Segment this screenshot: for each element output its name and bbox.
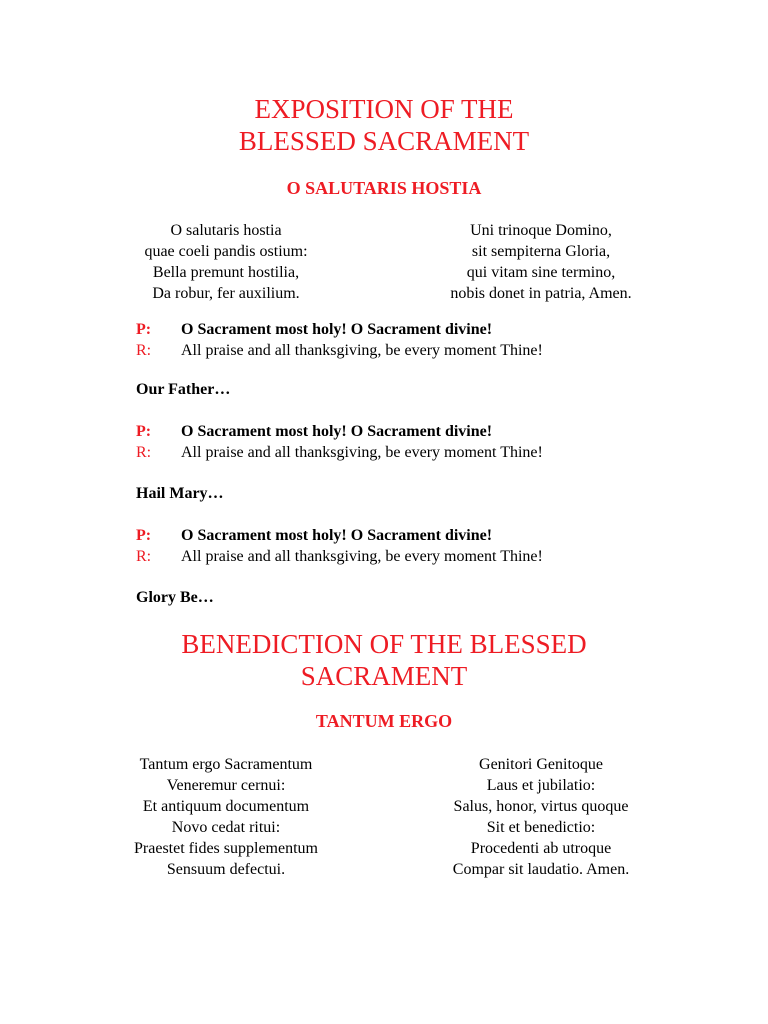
glory-be-prayer: Glory Be… bbox=[136, 589, 214, 606]
response-block-2 bbox=[136, 421, 543, 463]
tantum-ergo-left-verse bbox=[76, 754, 376, 880]
priest-marker: P: bbox=[136, 423, 152, 440]
o-salutaris-right-verse bbox=[391, 220, 691, 304]
response-text: All praise and all thanksgiving, be every moment Thine! bbox=[181, 444, 543, 461]
o-salutaris-heading: O SALUTARIS HOSTIA bbox=[286, 178, 482, 198]
verse-line: Sit et benedictio: bbox=[486, 819, 596, 836]
verse-line: sit sempiterna Gloria, bbox=[471, 243, 611, 260]
response-line bbox=[136, 442, 543, 463]
priest-line bbox=[136, 319, 543, 340]
priest-marker: P: bbox=[136, 321, 152, 338]
exposition-title-line2: BLESSED SACRAMENT bbox=[238, 126, 530, 156]
verse-line: Laus et jubilatio: bbox=[486, 777, 596, 794]
verse-line: Veneremur cernui: bbox=[166, 777, 286, 794]
verse-line: Uni trinoque Domino, bbox=[470, 222, 612, 239]
priest-line bbox=[136, 421, 543, 442]
verse-line: Tantum ergo Sacramentum bbox=[139, 756, 313, 773]
response-marker: R: bbox=[136, 342, 152, 359]
priest-marker: P: bbox=[136, 527, 152, 544]
response-block-3 bbox=[136, 525, 543, 567]
o-salutaris-left-verse bbox=[76, 220, 376, 304]
verse-line: O salutaris hostia bbox=[170, 222, 282, 239]
verse-line: nobis donet in patria, Amen. bbox=[450, 285, 632, 302]
response-text: All praise and all thanksgiving, be every moment Thine! bbox=[181, 548, 543, 565]
priest-text: O Sacrament most holy! O Sacrament divine! bbox=[181, 423, 493, 440]
verse-line: Novo cedat ritui: bbox=[171, 819, 281, 836]
priest-text: O Sacrament most holy! O Sacrament divine! bbox=[181, 527, 493, 544]
response-text: All praise and all thanksgiving, be every moment Thine! bbox=[181, 342, 543, 359]
tantum-ergo-heading: TANTUM ERGO bbox=[315, 711, 453, 731]
verse-line: Da robur, fer auxilium. bbox=[152, 285, 300, 302]
verse-line: Bella premunt hostilia, bbox=[152, 264, 300, 281]
verse-line: Genitori Genitoque bbox=[479, 756, 603, 773]
benediction-title-line2: SACRAMENT bbox=[300, 661, 468, 691]
tantum-ergo-right-verse bbox=[391, 754, 691, 880]
exposition-title-line1: EXPOSITION OF THE bbox=[254, 94, 514, 124]
response-marker: R: bbox=[136, 444, 152, 461]
verse-line: Compar sit laudatio. Amen. bbox=[452, 861, 630, 878]
exposition-title bbox=[0, 93, 768, 157]
response-marker: R: bbox=[136, 548, 152, 565]
benediction-title bbox=[0, 628, 768, 692]
verse-line: Et antiquum documentum bbox=[142, 798, 310, 815]
verse-line: Praestet fides supplementum bbox=[134, 840, 318, 857]
verse-line: quae coeli pandis ostium: bbox=[144, 243, 308, 260]
benediction-title-line1: BENEDICTION OF THE BLESSED bbox=[181, 629, 587, 659]
priest-text: O Sacrament most holy! O Sacrament divine! bbox=[181, 321, 493, 338]
verse-line: qui vitam sine termino, bbox=[466, 264, 616, 281]
verse-line: Salus, honor, virtus quoque bbox=[453, 798, 629, 815]
response-line bbox=[136, 546, 543, 567]
verse-line: Sensuum defectui. bbox=[166, 861, 286, 878]
response-line bbox=[136, 340, 543, 361]
response-block-1 bbox=[136, 319, 543, 361]
hail-mary-prayer: Hail Mary… bbox=[136, 485, 224, 502]
our-father-prayer: Our Father… bbox=[136, 381, 231, 398]
verse-line: Procedenti ab utroque bbox=[470, 840, 612, 857]
priest-line bbox=[136, 525, 543, 546]
